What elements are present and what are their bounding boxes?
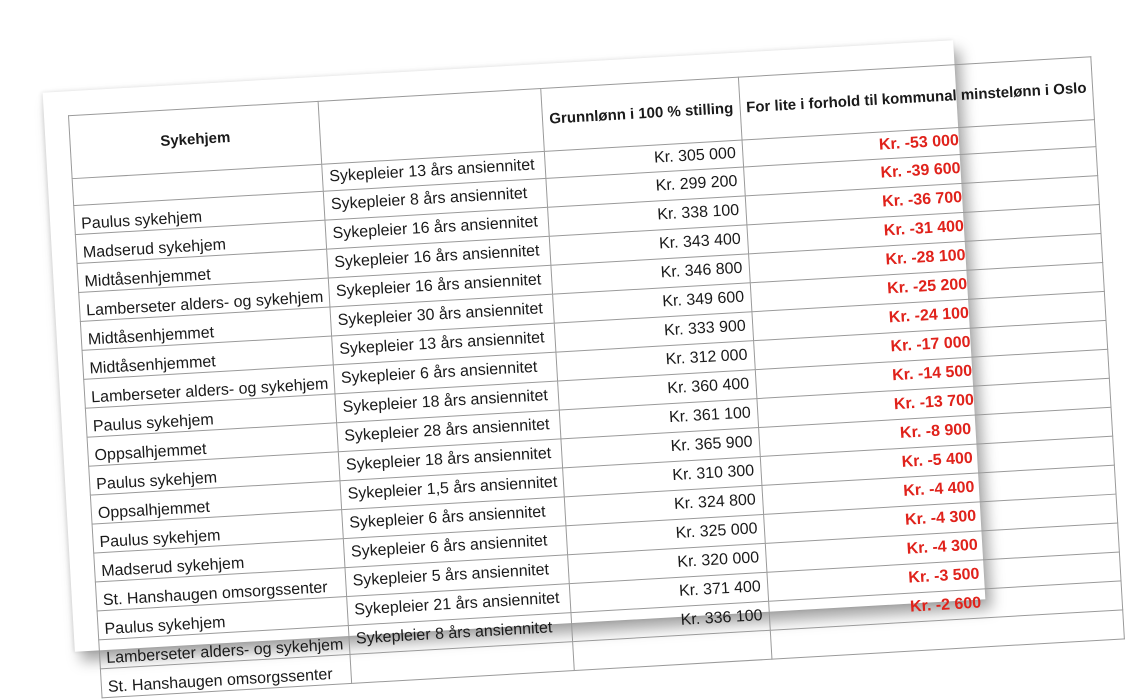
salary-table (68, 56, 1125, 698)
cell-shortfall: Kr. -25 200 (750, 262, 1105, 311)
cell-base-salary: Kr. 310 300 (563, 457, 762, 497)
cell-nursing-home: Lamberseter alders- og sykehjem (99, 625, 351, 668)
cell-shortfall: Kr. -14 500 (755, 349, 1110, 398)
cell-shortfall: Kr. -24 100 (751, 291, 1106, 340)
cell-nursing-home: Paulus sykehjem (97, 597, 349, 640)
cell-role: Sykepleier 18 års ansiennitet (339, 439, 563, 481)
cell-role: Sykepleier 13 års ansiennitet (322, 151, 546, 191)
cell-base-salary: Kr. 349 600 (553, 283, 752, 323)
cell-role: Sykepleier 6 års ansiennitet (344, 526, 568, 568)
cell-role: Sykepleier 18 års ansiennitet (335, 381, 559, 423)
cell-base-salary: Kr. 371 400 (570, 572, 769, 612)
cell-role: Sykepleier 8 års ansiennitet (349, 613, 573, 655)
cell-nursing-home: Oppsalhjemmet (90, 481, 342, 524)
cell-nursing-home: Lamberseter alders- og sykehjem (84, 365, 336, 408)
cell-role: Sykepleier 16 års ansiennitet (325, 207, 549, 249)
cell-role: Sykepleier 21 års ansiennitet (347, 584, 571, 626)
cell-base-salary: Kr. 346 800 (551, 254, 750, 294)
cell-base-salary: Kr. 365 900 (561, 428, 760, 468)
cell-nursing-home: Paulus sykehjem (89, 452, 341, 495)
cell-shortfall: Kr. -2 600 (768, 581, 1123, 630)
cell-nursing-home: St. Hanshaugen omsorgssenter (100, 654, 352, 697)
cell-nursing-home: Midtåsenhjemmet (82, 336, 334, 379)
cell-shortfall: Kr. -4 400 (761, 465, 1116, 514)
cell-shortfall: Kr. -4 300 (763, 494, 1118, 543)
cell-nursing-home: Oppsalhjemmet (87, 423, 339, 466)
document-sheet (43, 40, 1087, 696)
header-base-salary: Grunnlønn i 100 % stilling (541, 77, 741, 151)
cell-shortfall: Kr. -17 000 (753, 320, 1108, 369)
cell-base-salary: Kr. 324 800 (565, 485, 764, 525)
cell-shortfall: Kr. -31 400 (746, 205, 1101, 254)
cell-base-salary: Kr. 361 100 (560, 399, 759, 439)
cell-shortfall: Kr. -13 700 (756, 378, 1111, 427)
cell-base-salary: Kr. 360 400 (558, 370, 757, 410)
cell-base-salary: Kr. 338 100 (548, 196, 747, 236)
cell-role: Sykepleier 13 års ansiennitet (332, 323, 556, 365)
cell-role: Sykepleier 30 års ansiennitet (330, 294, 554, 336)
cell-shortfall: Kr. -28 100 (748, 234, 1103, 283)
cell-base-salary: Kr. 336 100 (571, 601, 770, 641)
cell-shortfall: Kr. -4 300 (765, 523, 1120, 572)
cell-role: Sykepleier 5 års ansiennitet (345, 555, 569, 597)
cell-shortfall: Kr. -3 500 (766, 552, 1121, 601)
cell-role: Sykepleier 6 års ansiennitet (342, 497, 566, 539)
header-nursing-home: Sykehjem (69, 101, 323, 178)
cell-role: Sykepleier 8 års ansiennitet (324, 178, 548, 220)
cell-role: Sykepleier 16 års ansiennitet (327, 236, 551, 278)
header-shortfall: For lite i forhold til kommunal minstelønn i Oslo (738, 57, 1095, 140)
cell-nursing-home: Paulus sykehjem (74, 191, 326, 234)
cell-nursing-home: Paulus sykehjem (92, 510, 344, 553)
cell-shortfall: Kr. -53 000 (742, 120, 1097, 167)
cell-nursing-home: Madserud sykehjem (94, 539, 346, 582)
cell-nursing-home: St. Hanshaugen omsorgssenter (95, 568, 347, 611)
cell-base-salary: Kr. 325 000 (566, 514, 765, 554)
cell-shortfall: Kr. -8 900 (758, 407, 1113, 456)
cell-nursing-home: Lamberseter alders- og sykehjem (79, 278, 331, 321)
cell-nursing-home: Paulus sykehjem (85, 394, 337, 437)
cell-nursing-home: Madserud sykehjem (75, 220, 327, 263)
cell-base-salary: Kr. 305 000 (545, 140, 743, 178)
cell-base-salary: Kr. 299 200 (546, 167, 745, 207)
cell-shortfall: Kr. -36 700 (745, 176, 1100, 225)
cell-base-salary: Kr. 333 900 (555, 312, 754, 352)
cell-nursing-home: Midtåsenhjemmet (77, 249, 329, 292)
cell-role: Sykepleier 1,5 års ansiennitet (340, 468, 564, 510)
cell-role: Sykepleier 16 års ansiennitet (329, 265, 553, 307)
cell-role: Sykepleier 28 års ansiennitet (337, 410, 561, 452)
cell-nursing-home: Midtåsenhjemmet (80, 307, 332, 350)
cell-base-salary: Kr. 320 000 (568, 543, 767, 583)
table-body (72, 120, 1125, 698)
cell-role: Sykepleier 6 års ansiennitet (334, 352, 558, 394)
cell-base-salary: Kr. 343 400 (550, 225, 749, 265)
cell-shortfall: Kr. -39 600 (743, 147, 1098, 196)
cell-shortfall: Kr. -5 400 (760, 436, 1115, 485)
cell-base-salary: Kr. 312 000 (556, 341, 755, 381)
